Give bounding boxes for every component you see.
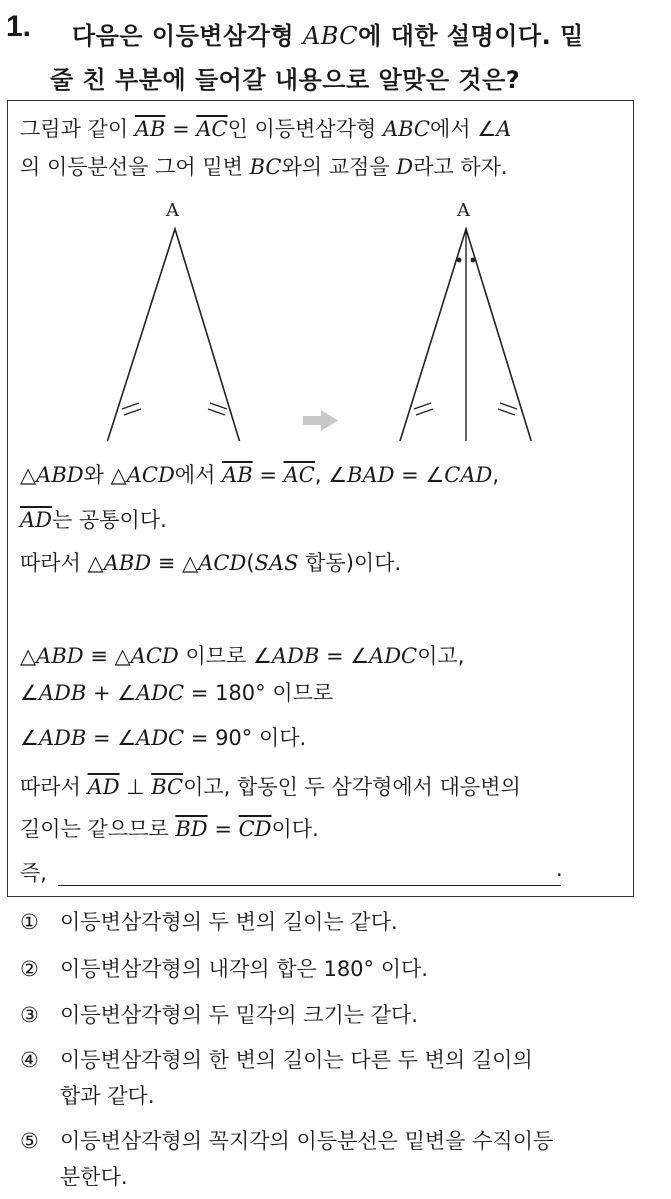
arrow-icon xyxy=(303,410,338,431)
choice-4[interactable] xyxy=(20,1044,533,1108)
answer-blank xyxy=(58,884,561,886)
left-vertex-a: A xyxy=(166,200,179,221)
proof-line5: ∠ADB + ∠ADC = 180° 이므로 xyxy=(20,681,334,705)
proof-line6: ∠ADB = ∠ADC = 90° 이다. xyxy=(20,726,307,750)
answer-blank-period: . xyxy=(556,857,563,881)
choice-1[interactable] xyxy=(20,906,398,936)
proof-line9: 즉, xyxy=(20,861,47,885)
choice-3[interactable] xyxy=(20,999,418,1029)
choice-1-mark: ① xyxy=(20,910,39,934)
choice-5-text: 이등변삼각형의 꼭지각의 이등분선은 밑변을 수직이등 xyxy=(60,1129,554,1153)
question-number: 1. xyxy=(6,10,32,43)
choice-1-text: 이등변삼각형의 두 변의 길이는 같다. xyxy=(60,910,398,934)
choice-2-mark: ② xyxy=(20,957,39,981)
proof-line7: 따라서 $\overline{AD}$ ⊥ $\overline{BC}$이고, 합동인 두 삼각형에서 대응변의 xyxy=(20,775,521,799)
right-triangle xyxy=(363,200,562,441)
left-triangle xyxy=(70,200,270,441)
proof-line3: 따라서 △ABD ≡ △ACD(SAS 합동)이다. xyxy=(20,551,402,575)
choice-5-mark: ⑤ xyxy=(20,1129,39,1153)
choice-3-text: 이등변삼각형의 두 밑각의 크기는 같다. xyxy=(60,1003,418,1027)
intro-line1: 그림과 같이 $\overline{AB} = \overline{AC}$인 이등변삼각형 ABC에서 ∠A xyxy=(20,117,512,141)
question-title xyxy=(50,14,662,102)
proof-line1: △ABD와 △ACD에서 $\overline{AB} = \overline{AC}$, ∠BAD = ∠CAD, xyxy=(20,463,500,487)
choice-4-text: 이등변삼각형의 한 변의 길이는 다른 두 변의 길이의 xyxy=(60,1048,533,1072)
choice-5[interactable] xyxy=(20,1125,554,1189)
explanation-box xyxy=(7,100,634,897)
choice-3-mark: ③ xyxy=(20,1003,39,1027)
choice-4-mark: ④ xyxy=(20,1048,39,1072)
choice-4-text-line2: 합과 같다. xyxy=(60,1084,155,1108)
intro-line2: 의 이등분선을 그어 밑변 BC와의 교점을 D라고 하자. xyxy=(20,155,508,179)
proof-line2: $\overline{AD}$는 공통이다. xyxy=(20,508,167,532)
choice-5-text-line2: 분한다. xyxy=(60,1165,128,1189)
title-line2: 줄 친 부분에 들어갈 내용으로 알맞은 것은? xyxy=(50,66,521,94)
title-line1: 다음은 이등변삼각형 ABC에 대한 설명이다. 밑 xyxy=(72,22,584,50)
choice-2[interactable] xyxy=(20,953,428,983)
proof-line8: 길이는 같으므로 $\overline{BD} = \overline{CD}$이다. xyxy=(20,817,319,841)
proof-line4: △ABD ≡ △ACD 이므로 ∠ADB = ∠ADC이고, xyxy=(20,644,465,668)
right-vertex-a: A xyxy=(457,200,470,221)
choice-2-text: 이등변삼각형의 내각의 합은 180° 이다. xyxy=(60,957,428,981)
triangle-figures xyxy=(8,196,628,441)
